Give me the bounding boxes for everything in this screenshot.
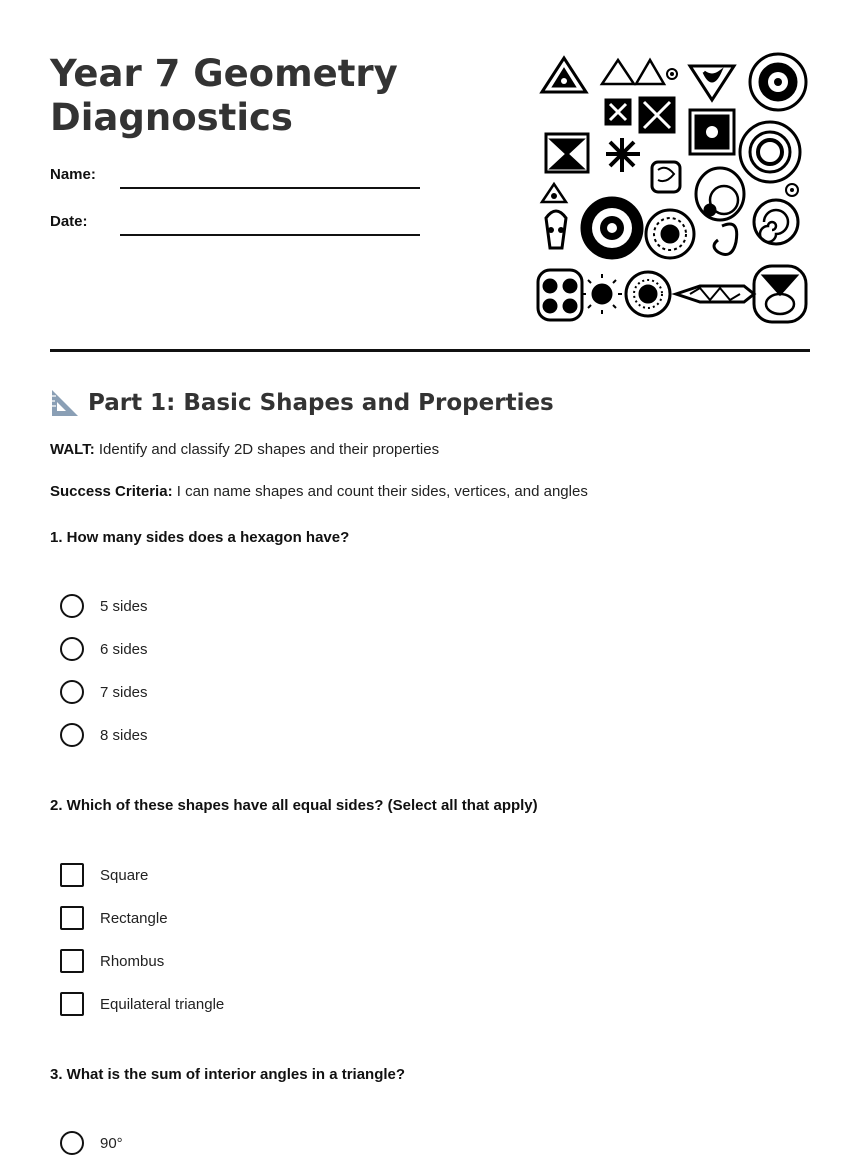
- q1-option-4[interactable]: [60, 722, 148, 748]
- option-label: Equilateral triangle: [100, 995, 225, 1013]
- part1-heading: [50, 388, 554, 418]
- radio-button[interactable]: [60, 594, 84, 618]
- option-label: 6 sides: [100, 640, 148, 658]
- part1-title: Part 1: Basic Shapes and Properties: [88, 390, 554, 416]
- question-1: 1. How many sides does a hexagon have?: [50, 529, 350, 546]
- option-label: Square: [100, 866, 149, 884]
- radio-button[interactable]: [60, 1131, 84, 1155]
- checkbox[interactable]: [60, 906, 84, 930]
- q2-option-1[interactable]: [60, 862, 148, 888]
- checkbox[interactable]: [60, 992, 84, 1016]
- q1-option-3[interactable]: [60, 679, 148, 705]
- q2-option-3[interactable]: [60, 948, 164, 974]
- option-label: 5 sides: [100, 597, 148, 615]
- tribal-shapes-illustration: [532, 50, 812, 330]
- radio-button[interactable]: [60, 723, 84, 747]
- header-divider: [50, 349, 810, 352]
- q1-option-2[interactable]: [60, 636, 148, 662]
- q1-option-1[interactable]: [60, 593, 148, 619]
- success-criteria-line: [50, 483, 588, 500]
- q3-option-1[interactable]: [60, 1130, 123, 1156]
- question-3: 3. What is the sum of interior angles in a triangle?: [50, 1066, 406, 1083]
- checkbox[interactable]: [60, 949, 84, 973]
- success-criteria-text: I can name shapes and count their sides, vertices, and angles: [172, 483, 588, 500]
- set-square-icon: [50, 388, 80, 418]
- option-label: 90°: [100, 1134, 123, 1152]
- success-criteria-label: Success Criteria:: [50, 483, 173, 500]
- walt-line: [50, 441, 439, 458]
- name-field[interactable]: [120, 187, 420, 189]
- option-label: 7 sides: [100, 683, 148, 701]
- title-line-2: Diagnostics: [50, 96, 293, 139]
- name-label: Name:: [50, 166, 96, 183]
- date-label: Date:: [50, 213, 88, 230]
- title-line-1: Year 7 Geometry: [50, 52, 398, 95]
- walt-label: WALT:: [50, 441, 95, 458]
- option-label: Rectangle: [100, 909, 168, 927]
- option-label: Rhombus: [100, 952, 165, 970]
- q2-option-2[interactable]: [60, 905, 168, 931]
- option-label: 8 sides: [100, 726, 148, 744]
- checkbox[interactable]: [60, 863, 84, 887]
- radio-button[interactable]: [60, 637, 84, 661]
- page-title: [50, 52, 490, 140]
- walt-text: Identify and classify 2D shapes and their properties: [94, 441, 440, 458]
- radio-button[interactable]: [60, 680, 84, 704]
- date-field[interactable]: [120, 234, 420, 236]
- q2-option-4[interactable]: [60, 991, 224, 1017]
- question-2: 2. Which of these shapes have all equal sides? (Select all that apply): [50, 797, 538, 814]
